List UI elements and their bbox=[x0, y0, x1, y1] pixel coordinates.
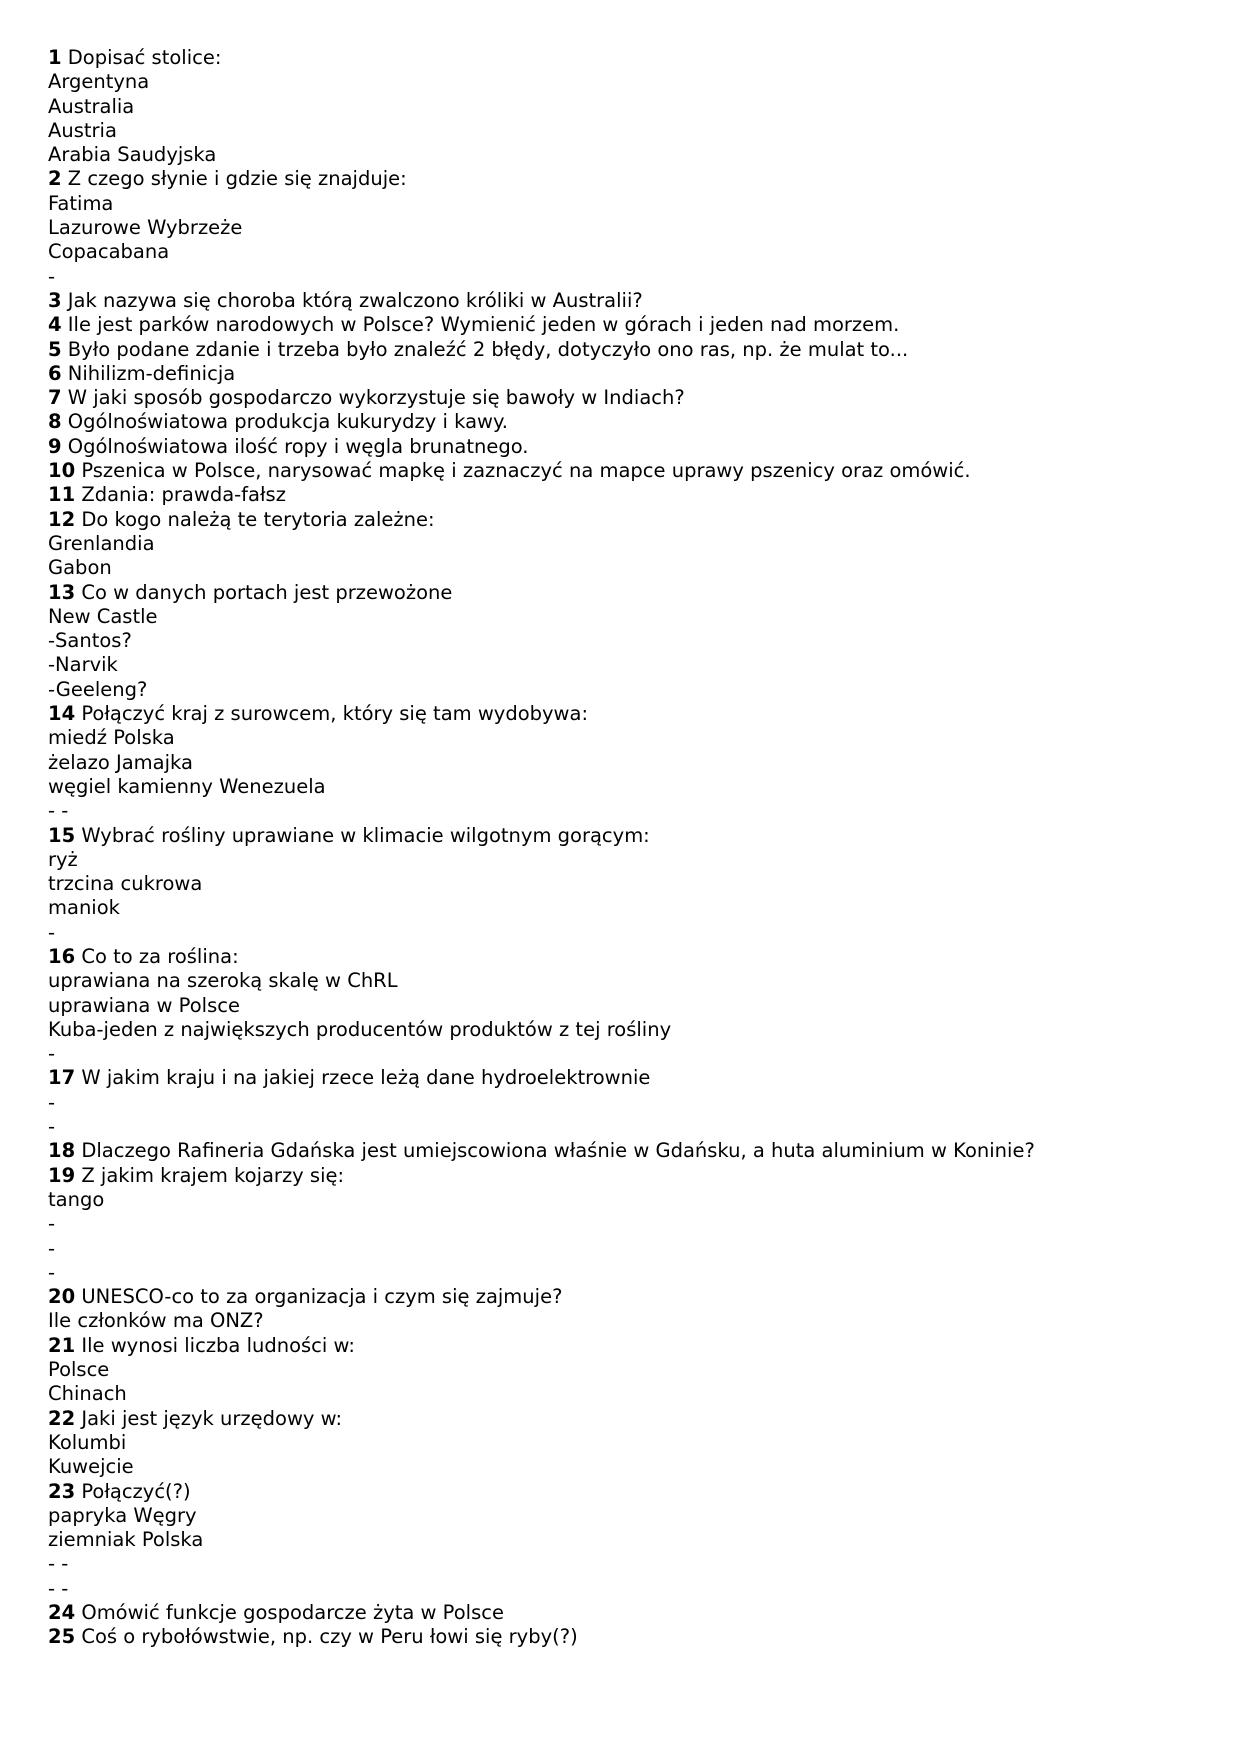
question-line bbox=[48, 1601, 1198, 1625]
answer-line bbox=[48, 216, 1198, 240]
line-text: Austria bbox=[48, 118, 117, 142]
line-text: żelazo Jamajka bbox=[48, 750, 193, 774]
line-text: - bbox=[48, 1212, 56, 1236]
line-text: - bbox=[48, 1115, 56, 1139]
answer-line bbox=[48, 629, 1198, 653]
question-line bbox=[48, 945, 1198, 969]
line-text: uprawiana w Polsce bbox=[48, 993, 240, 1017]
question-number: 9 bbox=[48, 434, 62, 458]
line-text: Chinach bbox=[48, 1382, 127, 1406]
question-text: Co to za roślina: bbox=[75, 944, 239, 968]
question-number: 17 bbox=[48, 1066, 76, 1090]
question-line bbox=[48, 824, 1198, 848]
question-number: 14 bbox=[48, 702, 76, 726]
question-line bbox=[48, 313, 1198, 337]
answer-line bbox=[48, 1358, 1198, 1382]
question-text: Połączyć kraj z surowcem, który się tam wydobywa: bbox=[75, 702, 589, 726]
line-text: Fatima bbox=[48, 191, 114, 215]
question-text: Pszenica w Polsce, narysować mapkę i zaznaczyć na mapce uprawy pszenicy oraz omówić. bbox=[75, 459, 971, 483]
line-text: - bbox=[48, 264, 56, 288]
question-number: 1 bbox=[48, 46, 62, 69]
question-line bbox=[48, 362, 1198, 386]
question-text: Dopisać stolice: bbox=[61, 46, 222, 69]
line-text: tango bbox=[48, 1187, 105, 1211]
question-line bbox=[48, 1285, 1198, 1309]
line-text: - - bbox=[48, 799, 69, 823]
question-number: 7 bbox=[48, 386, 62, 410]
question-line bbox=[48, 1625, 1198, 1649]
question-line bbox=[48, 435, 1198, 459]
question-text: Ile wynosi liczba ludności w: bbox=[75, 1333, 355, 1357]
answer-line bbox=[48, 1188, 1198, 1212]
question-number: 22 bbox=[48, 1406, 76, 1430]
line-text: Argentyna bbox=[48, 70, 150, 94]
line-text: ryż bbox=[48, 847, 78, 871]
answer-line bbox=[48, 678, 1198, 702]
answer-line bbox=[48, 1431, 1198, 1455]
answer-line bbox=[48, 799, 1198, 823]
answer-line bbox=[48, 532, 1198, 556]
question-line bbox=[48, 459, 1198, 483]
line-text: Kolumbi bbox=[48, 1430, 127, 1454]
answer-line bbox=[48, 848, 1198, 872]
answer-line bbox=[48, 1577, 1198, 1601]
answer-line bbox=[48, 969, 1198, 993]
line-text: - bbox=[48, 1236, 56, 1260]
answer-line bbox=[48, 192, 1198, 216]
line-text: - bbox=[48, 1090, 56, 1114]
question-number: 8 bbox=[48, 410, 62, 434]
question-number: 20 bbox=[48, 1285, 76, 1309]
question-number: 21 bbox=[48, 1333, 76, 1357]
answer-line bbox=[48, 95, 1198, 119]
answer-line bbox=[48, 119, 1198, 143]
line-text: Arabia Saudyjska bbox=[48, 143, 217, 167]
question-text: Zdania: prawda-fałsz bbox=[75, 483, 286, 507]
question-line bbox=[48, 386, 1198, 410]
question-text: W jakim kraju i na jakiej rzece leżą dane hydroelektrownie bbox=[75, 1066, 651, 1090]
question-text: UNESCO-co to za organizacja i czym się zajmuje? bbox=[75, 1285, 563, 1309]
question-text: Ile jest parków narodowych w Polsce? Wymienić jeden w górach i jeden nad morzem. bbox=[61, 313, 900, 337]
question-number: 25 bbox=[48, 1625, 76, 1649]
answer-line bbox=[48, 605, 1198, 629]
answer-line bbox=[48, 240, 1198, 264]
question-number: 23 bbox=[48, 1479, 76, 1503]
question-text: Do kogo należą te terytoria zależne: bbox=[75, 507, 435, 531]
answer-line bbox=[48, 1382, 1198, 1406]
question-number: 11 bbox=[48, 483, 76, 507]
answer-line bbox=[48, 265, 1198, 289]
question-number: 6 bbox=[48, 361, 62, 385]
line-text: maniok bbox=[48, 896, 120, 920]
question-line bbox=[48, 410, 1198, 434]
question-number: 24 bbox=[48, 1601, 76, 1624]
question-number: 3 bbox=[48, 288, 62, 312]
question-number: 2 bbox=[48, 167, 62, 191]
answer-line bbox=[48, 1504, 1198, 1528]
question-text: Ogólnoświatowa ilość ropy i węgla brunatnego. bbox=[61, 434, 529, 458]
question-text: Ogólnoświatowa produkcja kukurydzy i kawy. bbox=[61, 410, 508, 434]
question-number: 10 bbox=[48, 459, 76, 483]
answer-line bbox=[48, 1528, 1198, 1552]
line-text: Polsce bbox=[48, 1358, 110, 1382]
question-number: 18 bbox=[48, 1139, 76, 1163]
answer-line bbox=[48, 1261, 1198, 1285]
line-text: węgiel kamienny Wenezuela bbox=[48, 774, 326, 798]
question-text: W jaki sposób gospodarczo wykorzystuje się bawoły w Indiach? bbox=[61, 386, 685, 410]
question-line bbox=[48, 1066, 1198, 1090]
answer-line bbox=[48, 994, 1198, 1018]
answer-line bbox=[48, 143, 1198, 167]
line-text: uprawiana na szeroką skalę w ChRL bbox=[48, 969, 398, 993]
line-text: Gabon bbox=[48, 556, 112, 580]
question-number: 15 bbox=[48, 823, 76, 847]
question-line bbox=[48, 1164, 1198, 1188]
document-body bbox=[48, 46, 1198, 1650]
answer-line bbox=[48, 1018, 1198, 1042]
question-number: 19 bbox=[48, 1163, 76, 1187]
answer-line bbox=[48, 872, 1198, 896]
line-text: Lazurowe Wybrzeże bbox=[48, 216, 243, 240]
question-text: Połączyć(?) bbox=[75, 1479, 191, 1503]
line-text: -Geeleng? bbox=[48, 677, 148, 701]
line-text: - bbox=[48, 920, 56, 944]
question-text: Co w danych portach jest przewożone bbox=[75, 580, 453, 604]
answer-line bbox=[48, 1212, 1198, 1236]
line-text: - bbox=[48, 1042, 56, 1066]
line-text: - - bbox=[48, 1552, 69, 1576]
line-text: Kuba-jeden z największych producentów produktów z tej rośliny bbox=[48, 1017, 672, 1041]
question-text: Jaki jest język urzędowy w: bbox=[75, 1406, 343, 1430]
question-line bbox=[48, 508, 1198, 532]
answer-line bbox=[48, 726, 1198, 750]
question-line bbox=[48, 483, 1198, 507]
question-line bbox=[48, 1139, 1198, 1163]
answer-line bbox=[48, 1042, 1198, 1066]
answer-line bbox=[48, 751, 1198, 775]
line-text: miedź Polska bbox=[48, 726, 175, 750]
question-text: Było podane zdanie i trzeba było znaleźć 2 błędy, dotyczyło ono ras, np. że mulat to... bbox=[61, 337, 909, 361]
line-text: Australia bbox=[48, 94, 135, 118]
answer-line bbox=[48, 1552, 1198, 1576]
question-line bbox=[48, 338, 1198, 362]
question-line bbox=[48, 46, 1198, 70]
answer-line bbox=[48, 896, 1198, 920]
question-line bbox=[48, 581, 1198, 605]
question-text: Z czego słynie i gdzie się znajduje: bbox=[61, 167, 407, 191]
line-text: - bbox=[48, 1260, 56, 1284]
question-line bbox=[48, 289, 1198, 313]
question-text: Nihilizm-definicja bbox=[61, 361, 236, 385]
question-text: Omówić funkcje gospodarcze żyta w Polsce bbox=[75, 1601, 504, 1624]
question-number: 16 bbox=[48, 944, 76, 968]
question-number: 5 bbox=[48, 337, 62, 361]
line-text: Copacabana bbox=[48, 240, 170, 264]
line-text: New Castle bbox=[48, 604, 158, 628]
question-line bbox=[48, 1334, 1198, 1358]
line-text: Ile członków ma ONZ? bbox=[48, 1309, 264, 1333]
line-text: trzcina cukrowa bbox=[48, 872, 203, 896]
answer-line bbox=[48, 653, 1198, 677]
answer-line bbox=[48, 1237, 1198, 1261]
question-line bbox=[48, 1407, 1198, 1431]
question-line bbox=[48, 702, 1198, 726]
answer-line bbox=[48, 70, 1198, 94]
answer-line bbox=[48, 921, 1198, 945]
answer-line bbox=[48, 1455, 1198, 1479]
line-text: Grenlandia bbox=[48, 531, 155, 555]
line-text: papryka Węgry bbox=[48, 1503, 197, 1527]
question-text: Dlaczego Rafineria Gdańska jest umiejscowiona właśnie w Gdańsku, a huta aluminium w Koninie? bbox=[75, 1139, 1035, 1163]
answer-line bbox=[48, 1115, 1198, 1139]
question-text: Jak nazywa się choroba którą zwalczono króliki w Australii? bbox=[61, 288, 643, 312]
answer-line bbox=[48, 1091, 1198, 1115]
line-text: ziemniak Polska bbox=[48, 1528, 204, 1552]
line-text: - - bbox=[48, 1576, 69, 1600]
question-number: 4 bbox=[48, 313, 62, 337]
question-text: Wybrać rośliny uprawiane w klimacie wilgotnym gorącym: bbox=[75, 823, 650, 847]
line-text: Kuwejcie bbox=[48, 1455, 134, 1479]
answer-line bbox=[48, 775, 1198, 799]
line-text: -Narvik bbox=[48, 653, 118, 677]
question-number: 12 bbox=[48, 507, 76, 531]
question-line bbox=[48, 1480, 1198, 1504]
question-line bbox=[48, 167, 1198, 191]
question-text: Coś o rybołówstwie, np. czy w Peru łowi się ryby(?) bbox=[75, 1625, 578, 1649]
question-text: Z jakim krajem kojarzy się: bbox=[75, 1163, 345, 1187]
line-text: -Santos? bbox=[48, 629, 132, 653]
answer-line bbox=[48, 556, 1198, 580]
question-number: 13 bbox=[48, 580, 76, 604]
answer-line bbox=[48, 1309, 1198, 1333]
